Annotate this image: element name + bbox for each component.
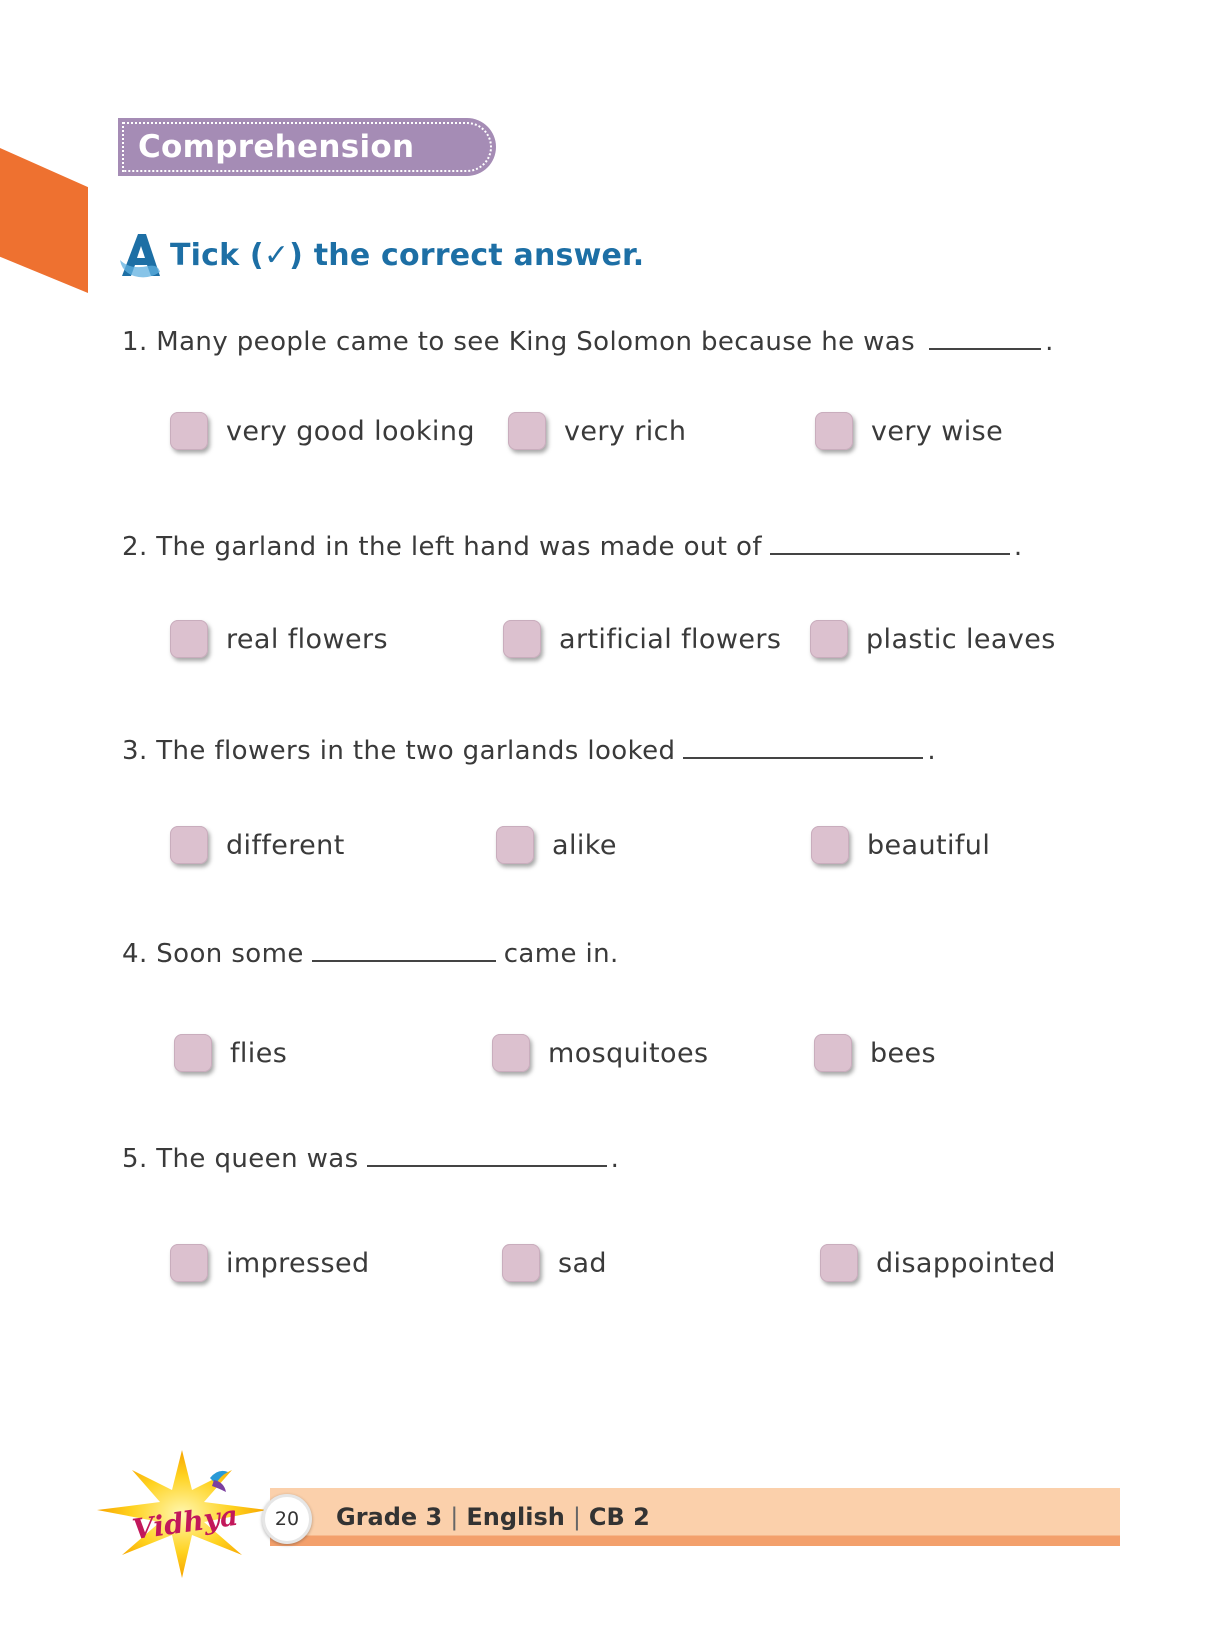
option-alike[interactable]	[496, 826, 617, 864]
answer-blank	[683, 735, 923, 759]
logo-text: Vidhya	[130, 1498, 240, 1547]
question-text: 5. The queen was	[122, 1144, 359, 1174]
answer-blank	[929, 326, 1041, 350]
question-end: .	[927, 736, 937, 766]
checkbox[interactable]	[502, 1244, 540, 1282]
instruction	[118, 230, 644, 280]
question-1	[122, 326, 1054, 357]
answer-blank	[367, 1143, 607, 1167]
footer-text	[336, 1488, 650, 1546]
option-flies[interactable]	[174, 1034, 287, 1072]
option-label: sad	[558, 1247, 607, 1279]
question-end: .	[1045, 327, 1054, 357]
footer-subject: English	[466, 1503, 565, 1531]
question-end: came in.	[503, 939, 619, 969]
option-very-wise[interactable]	[815, 412, 1003, 450]
checkbox[interactable]	[810, 620, 848, 658]
option-bees[interactable]	[814, 1034, 936, 1072]
option-label: mosquitoes	[548, 1037, 709, 1069]
footer-book: CB 2	[588, 1503, 650, 1531]
checkbox[interactable]	[170, 1244, 208, 1282]
vidhya-logo	[92, 1450, 272, 1580]
option-impressed[interactable]	[170, 1244, 370, 1282]
option-label: very wise	[871, 415, 1004, 447]
question-text: 3. The flowers in the two garlands looked	[122, 736, 676, 766]
option-label: different	[226, 829, 345, 861]
option-label: disappointed	[876, 1247, 1056, 1279]
option-label: very rich	[564, 415, 687, 447]
option-sad[interactable]	[502, 1244, 607, 1282]
option-disappointed[interactable]	[820, 1244, 1056, 1282]
checkbox[interactable]	[815, 412, 853, 450]
checkbox[interactable]	[496, 826, 534, 864]
option-plastic-leaves[interactable]	[810, 620, 1056, 658]
option-label: alike	[552, 829, 617, 861]
checkbox[interactable]	[503, 620, 541, 658]
footer-grade: Grade 3	[336, 1503, 443, 1531]
checkbox[interactable]	[508, 412, 546, 450]
question-5	[122, 1143, 619, 1174]
option-different[interactable]	[170, 826, 345, 864]
option-very-good-looking[interactable]	[170, 412, 475, 450]
checkbox[interactable]	[814, 1034, 852, 1072]
footer-separator: |	[450, 1503, 459, 1531]
checkbox[interactable]	[820, 1244, 858, 1282]
option-label: artificial flowers	[559, 623, 782, 655]
question-2	[122, 531, 1023, 562]
page-number: 20	[262, 1494, 312, 1544]
option-beautiful[interactable]	[811, 826, 990, 864]
checkbox[interactable]	[174, 1034, 212, 1072]
option-artificial-flowers[interactable]	[503, 620, 781, 658]
section-title: Comprehension Skills	[138, 129, 415, 223]
checkbox[interactable]	[492, 1034, 530, 1072]
option-label: beautiful	[867, 829, 991, 861]
option-label: bees	[870, 1037, 937, 1069]
option-label: real flowers	[226, 623, 388, 655]
section-banner	[118, 118, 496, 223]
decorative-orange-tab	[0, 148, 88, 293]
option-label: flies	[230, 1037, 288, 1069]
exercise-letter-icon	[118, 230, 162, 280]
answer-blank	[312, 938, 496, 962]
checkbox[interactable]	[811, 826, 849, 864]
question-text: 1. Many people came to see King Solomon because he was	[122, 327, 916, 357]
question-4	[122, 938, 619, 969]
footer-separator: |	[572, 1503, 581, 1531]
checkbox[interactable]	[170, 412, 208, 450]
option-mosquitoes[interactable]	[492, 1034, 708, 1072]
checkbox[interactable]	[170, 620, 208, 658]
question-3	[122, 735, 936, 766]
option-label: impressed	[226, 1247, 370, 1279]
question-end: .	[610, 1144, 620, 1174]
answer-blank	[770, 531, 1010, 555]
option-real-flowers[interactable]	[170, 620, 388, 658]
option-label: plastic leaves	[866, 623, 1056, 655]
footer-bar	[270, 1488, 1120, 1546]
question-end: .	[1013, 532, 1023, 562]
checkbox[interactable]	[170, 826, 208, 864]
option-very-rich[interactable]	[508, 412, 686, 450]
instruction-text: Tick (✓) the correct answer.	[170, 237, 645, 273]
option-label: very good looking	[226, 415, 475, 447]
question-text: 4. Soon some	[122, 939, 304, 969]
question-text: 2. The garland in the left hand was made out of	[122, 532, 762, 562]
